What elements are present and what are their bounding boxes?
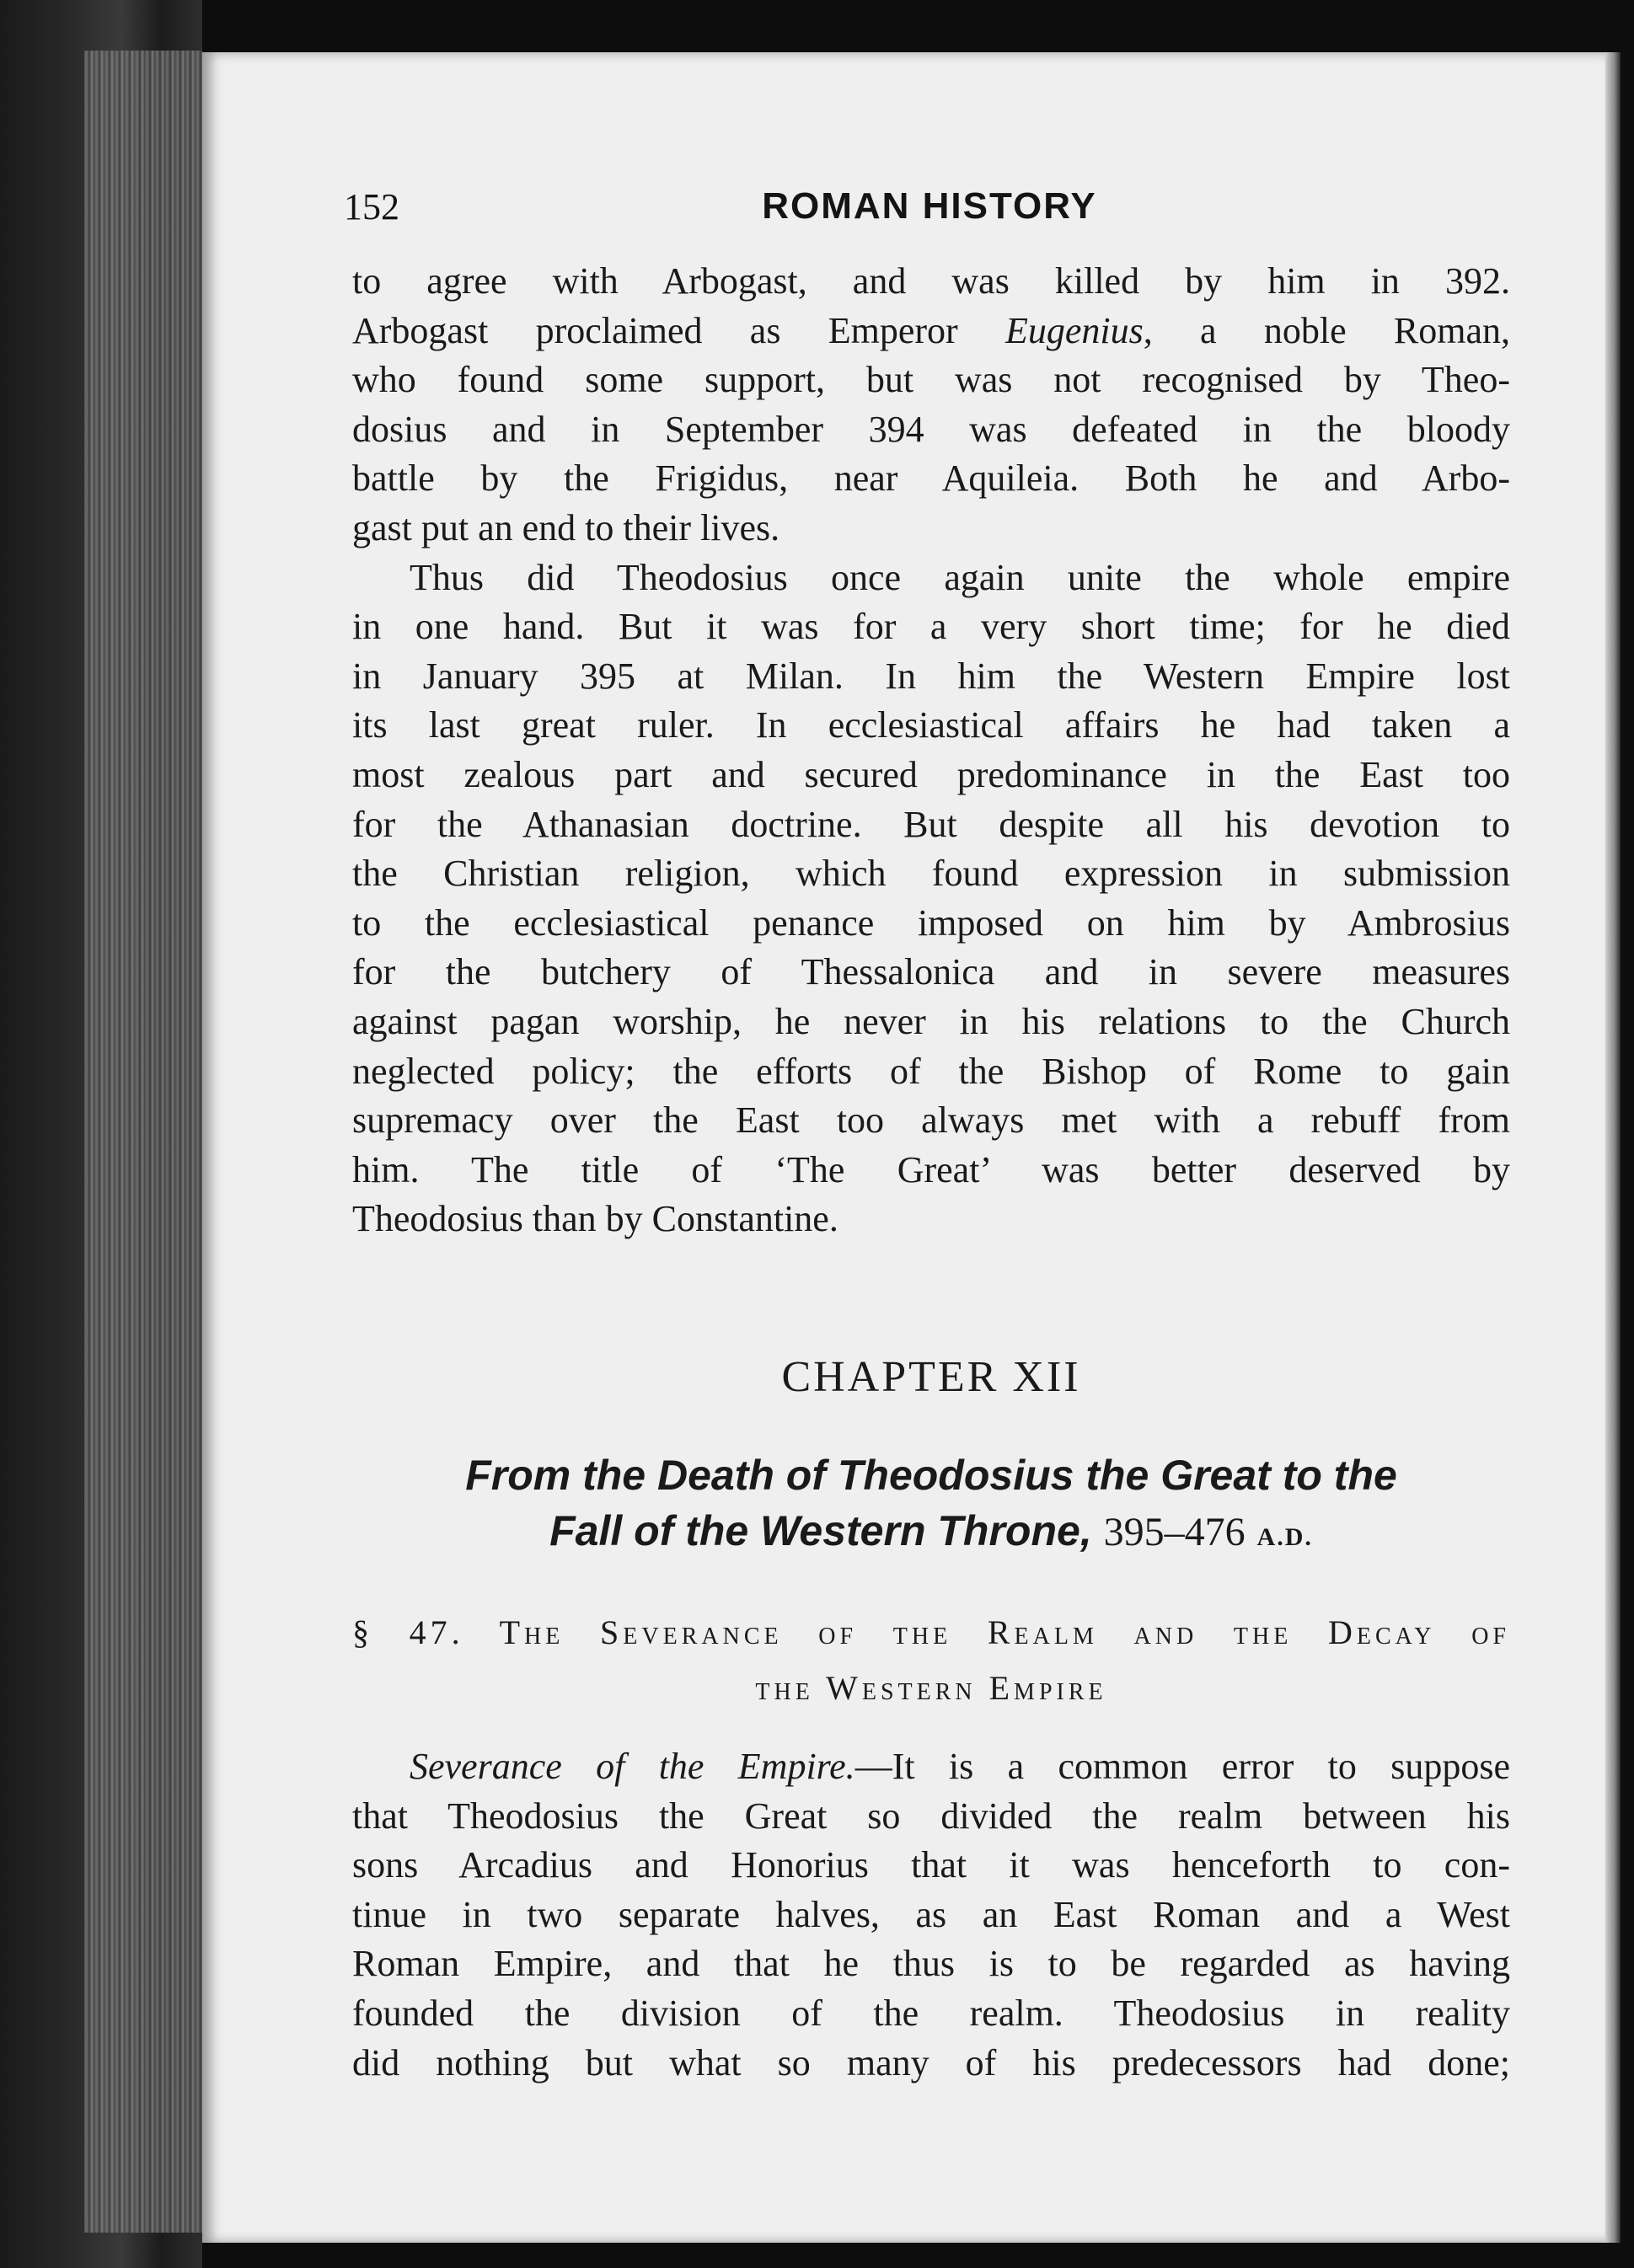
section-heading-line-2: the Western Empire xyxy=(755,1669,1107,1707)
chapter-title-line-2: Fall of the Western Throne, 395–476 A.D. xyxy=(549,1507,1313,1554)
text-line: neglected policy; the efforts of the Bishop of Rome to gain xyxy=(352,1050,1510,1092)
page-header xyxy=(344,185,1515,244)
text-line: most zealous part and secured predominance in the East too xyxy=(352,753,1510,795)
text-line: to agree with Arbogast, and was killed by him in 392. xyxy=(352,260,1510,302)
text-line: dosius and in September 394 was defeated in the bloody xyxy=(352,408,1510,450)
chapter-title-line-1: From the Death of Theodosius the Great to the xyxy=(465,1452,1397,1499)
text-line: the Christian religion, which found expression in submission xyxy=(352,853,1510,895)
paragraph-1 xyxy=(352,257,1510,1244)
text-line: founded the division of the realm. Theodosius in reality xyxy=(352,1992,1510,2034)
text-line-with-italic: Severance of the Empire.—It is a common error to suppose xyxy=(410,1746,1510,1787)
text-line: its last great ruler. In ecclesiastical affairs he had taken a xyxy=(352,704,1510,746)
text-line: him. The title of ‘The Great’ was better deserved by xyxy=(352,1148,1510,1190)
chapter-dates: 395–476 xyxy=(1103,1510,1246,1554)
chapter-era: A.D. xyxy=(1256,1523,1313,1551)
text-line: in one hand. But it was for a very short time; for he died xyxy=(352,606,1510,648)
text-line: in January 395 at Milan. In him the Western Empire lost xyxy=(352,655,1510,697)
book-page-edges xyxy=(84,51,202,2233)
italic-name: Eugenius xyxy=(1005,309,1144,351)
text-line: supremacy over the East too always met with a rebuff from xyxy=(352,1099,1510,1142)
text-line: battle by the Frigidus, near Aquileia. Both he and Arbo- xyxy=(352,457,1510,500)
text-line: against pagan worship, he never in his relations to the Church xyxy=(352,1000,1510,1042)
chapter-heading: CHAPTER XII xyxy=(781,1353,1081,1401)
text-line: tinue in two separate halves, as an East Roman and a West xyxy=(352,1893,1510,1935)
text-line: did nothing but what so many of his predecessors had done; xyxy=(352,2041,1510,2083)
sidehead: Severance of the Empire. xyxy=(410,1746,855,1787)
paragraph-2 xyxy=(352,554,1510,1244)
section-heading-line-1: § 47. The Severance of the Realm and the Decay of xyxy=(352,1613,1510,1651)
section-heading xyxy=(352,1605,1510,1716)
paragraph-3 xyxy=(352,1742,1510,2088)
page-right-edge xyxy=(1605,52,1621,2243)
text-line: that Theodosius the Great so divided the realm between his xyxy=(352,1795,1510,1837)
running-title: ROMAN HISTORY xyxy=(762,185,1097,227)
text-line: for the Athanasian doctrine. But despite all his devotion to xyxy=(352,803,1510,845)
page-number: 152 xyxy=(344,186,399,227)
text-line-with-italic: Arbogast proclaimed as Emperor Eugenius, a noble Roman, xyxy=(352,309,1510,351)
text-line: Theodosius than by Constantine. xyxy=(352,1198,838,1240)
text-line: who found some support, but was not recognised by Theo- xyxy=(352,359,1510,401)
text-line: sons Arcadius and Honorius that it was henceforth to con- xyxy=(352,1844,1510,1886)
chapter-title xyxy=(337,1447,1525,1565)
text-line: Thus did Theodosius once again unite the whole empire xyxy=(410,556,1510,598)
text-line: Roman Empire, and that he thus is to be regarded as having xyxy=(352,1943,1510,1985)
text-line: gast put an end to their lives. xyxy=(352,506,780,548)
text-line: for the butchery of Thessalonica and in severe measures xyxy=(352,951,1510,993)
text-line: to the ecclesiastical penance imposed on him by Ambrosius xyxy=(352,901,1510,944)
